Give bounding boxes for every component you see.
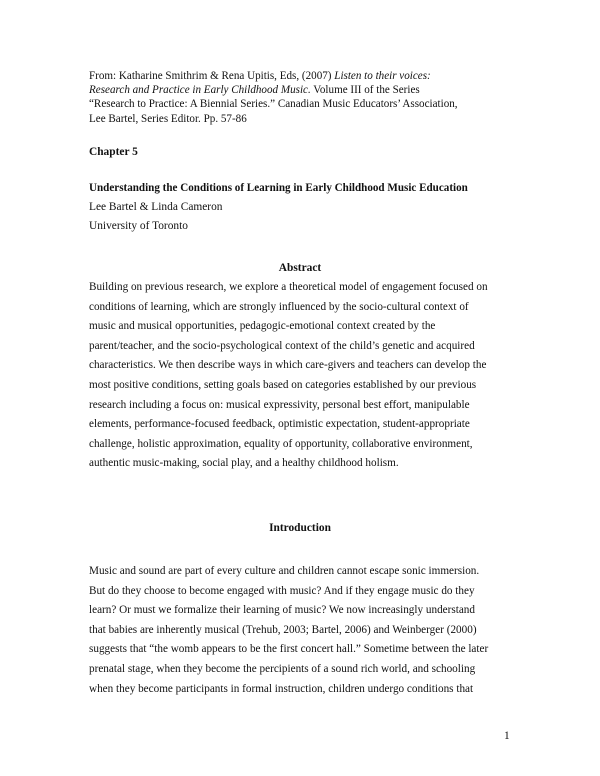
abstract-line: characteristics. We then describe ways in which care-givers and teachers can develop the	[89, 359, 487, 372]
abstract-line: parent/teacher, and the socio-psychological context of the child’s genetic and acquired	[89, 339, 475, 352]
citation-line: “Research to Practice: A Biennial Series.” Canadian Music Educators’ Association,	[89, 98, 458, 111]
introduction-line: But do they choose to become engaged with music? And if they engage music do they	[89, 584, 475, 597]
citation-text: Volume III of the Series	[310, 84, 420, 97]
author-names: Lee Bartel & Linda Cameron	[89, 201, 223, 213]
abstract-line: challenge, holistic approximation, equality of opportunity, collaborative environment,	[89, 437, 473, 450]
introduction-body	[89, 562, 519, 699]
chapter-label: Chapter 5	[89, 146, 138, 158]
introduction-line: Music and sound are part of every culture and children cannot escape sonic immersion.	[89, 565, 480, 577]
introduction-line: suggests that “the womb appears to be the first concert hall.” Sometime between the later	[89, 643, 489, 656]
introduction-line: that babies are inherently musical (Trehub, 2003; Bartel, 2006) and Weinberger (2000)	[89, 623, 477, 636]
citation-italic-text: Research and Practice in Early Childhood Music.	[89, 84, 311, 97]
citation-line: Lee Bartel, Series Editor. Pp. 57-86	[89, 112, 247, 125]
citation-line	[89, 69, 529, 83]
abstract-line: most positive conditions, setting goals based on categories established by our previous	[89, 378, 477, 391]
abstract-line: authentic music-making, social play, and a healthy childhood holism.	[89, 457, 399, 470]
abstract-line: Building on previous research, we explore a theoretical model of engagement focused on	[89, 281, 488, 293]
abstract-body	[89, 278, 519, 474]
abstract-line: elements, performance-focused feedback, optimistic expectation, student-appropriate	[89, 418, 470, 431]
citation-text: From: Katharine Smithrim & Rena Upitis, Eds, (2007)	[89, 70, 335, 82]
citation-italic-text: Listen to their voices:	[334, 70, 431, 82]
abstract-line: conditions of learning, which are strongly influenced by the socio-cultural context of	[89, 300, 469, 313]
abstract-line: music and musical opportunities, pedagogic-emotional context created by the	[89, 320, 436, 333]
citation-header	[89, 69, 529, 126]
introduction-heading: Introduction	[269, 522, 331, 534]
introduction-line: learn? Or must we formalize their learning of music? We now increasingly understand	[89, 604, 475, 617]
introduction-line: prenatal stage, when they become the percipients of a sound rich world, and schooling	[89, 662, 476, 675]
introduction-line: when they become participants in formal instruction, children undergo conditions that	[89, 682, 474, 695]
abstract-line: research including a focus on: musical expressivity, personal best effort, manipulable	[89, 398, 470, 411]
abstract-heading: Abstract	[278, 262, 322, 274]
page-number: 1	[504, 730, 510, 742]
citation-line	[89, 83, 529, 97]
author-affiliation: University of Toronto	[89, 220, 188, 232]
paper-title: Understanding the Conditions of Learning in Early Childhood Music Education	[89, 182, 468, 194]
